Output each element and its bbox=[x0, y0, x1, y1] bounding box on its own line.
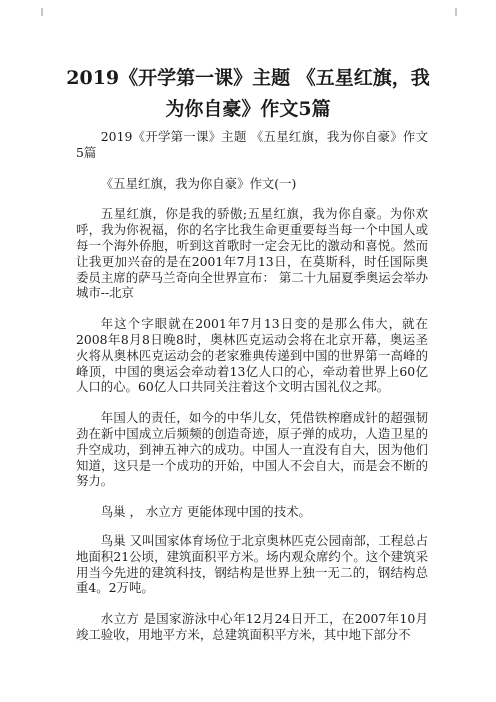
body-paragraph: 鸟巢 又叫国家体育场位于北京奥林匹克公园南部，工程总占地面积21公顷，建筑面积平方米。场内观众席约个。这个建筑采用当今先进的建筑科技，钢结构是世界上独一无二的，钢结构总重4。2万吨。 bbox=[76, 532, 428, 596]
body-paragraph: 年这个字眼就在2001年7月13日变的是那么伟大，就在2008年8月8日晚8时，奥林匹克运动会将在北京开幕，奥运圣火将从奥林匹克运动会的老家雅典传递到中国的世界第一高峰的峰顶，中国的奥运会牵动着13亿人口的心，牵动着世界上60亿人口的心。60亿人口共同关注着这个文明古国礼仪之邦。 bbox=[76, 316, 428, 395]
section-heading: 《五星红旗，我为你自豪》作文(一) bbox=[100, 175, 297, 191]
body-paragraph: 五星红旗，你是我的骄傲;五星红旗，我为你自豪。为你欢呼，我为你祝福，你的名字比我生命更重要每当每一个中国人或每一个海外侨胞，听到这首歌时一定会无比的激动和喜悦。然而让我更加兴奋的是在2001年7月13日，在莫斯科，时任国际奥委员主席的萨马兰奇向全世界宣布： 第二十九届夏季奥运会举办城市--北京 bbox=[76, 206, 428, 301]
document-body bbox=[76, 129, 428, 658]
intro-paragraph: 2019《开学第一课》主题 《五星红旗，我为你自豪》作文5篇 bbox=[76, 129, 428, 160]
document-title-line-2: 为你自豪》作文5篇 bbox=[165, 98, 331, 120]
body-paragraph: 水立方 是国家游泳中心年12月24日开工，在2007年10月竣工验收，用地平方米，总建筑面积平方米，其中地下部分不 bbox=[76, 611, 428, 642]
page-corner-mark-right bbox=[455, 8, 457, 16]
body-paragraph: 鸟巢 ， 水立方 更能体现中国的技术。 bbox=[100, 504, 311, 520]
document-title-line-1: 2019《开学第一课》主题 《五星红旗，我 bbox=[66, 67, 430, 89]
page-corner-mark-left bbox=[41, 8, 43, 16]
body-paragraph: 年国人的责任，如今的中华儿女，凭借铁榨磨成针的超强韧劲在新中国成立后频频的创造奇迹，原子弹的成功，人造卫星的升空成功，到神五神六的成功。中国人一直没有自大，因为他们知道，这只是一个成功的开始，中国人不会自大，而是会不断的努力。 bbox=[76, 410, 428, 489]
